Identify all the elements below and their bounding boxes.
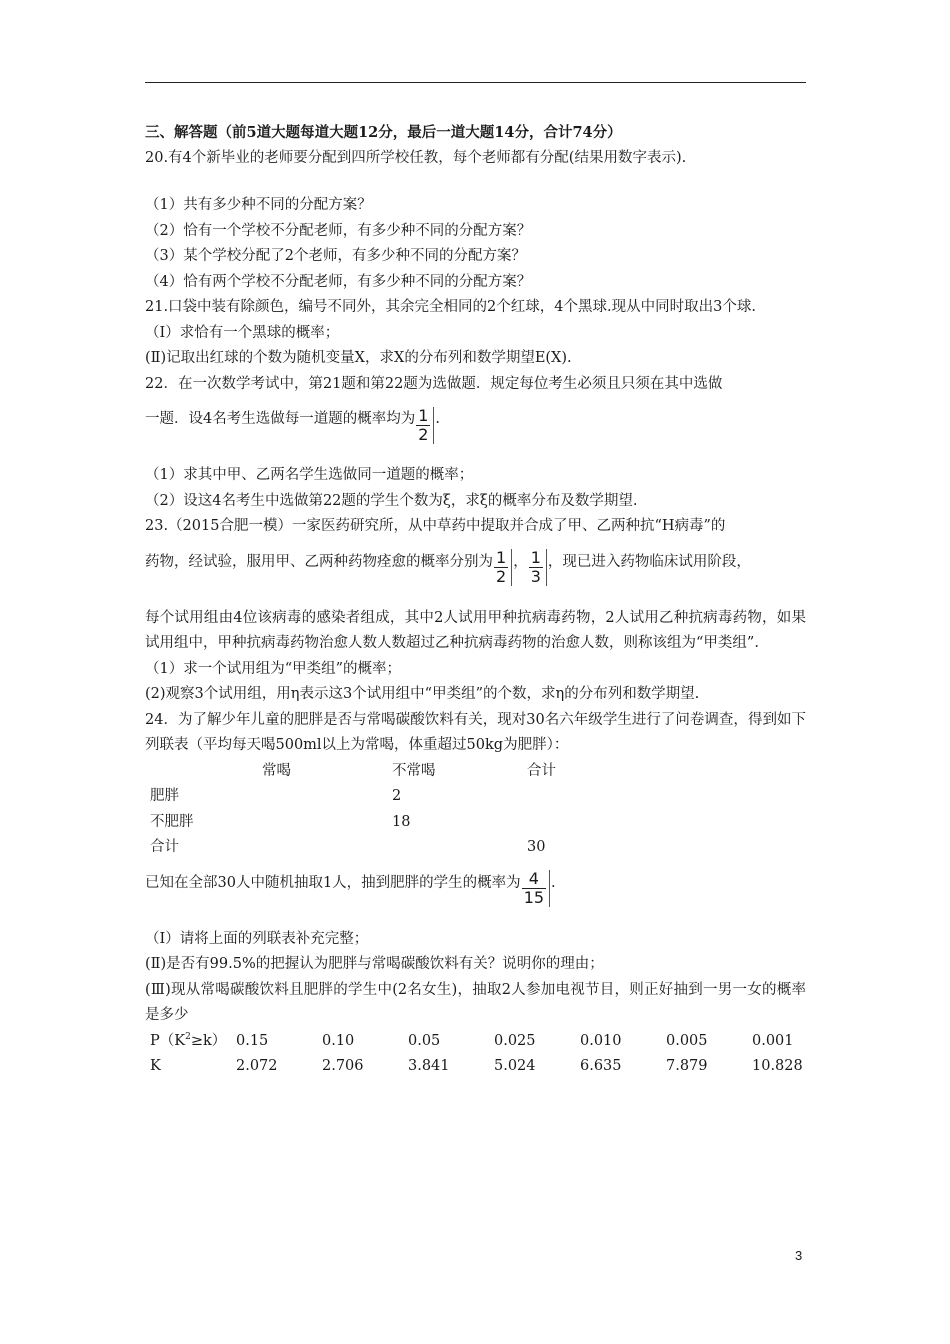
spacer <box>145 171 806 193</box>
table-cell: 0.05 <box>408 1032 441 1049</box>
fraction-denominator: 3 <box>530 567 541 586</box>
fraction <box>494 549 512 586</box>
q24-part-2: (Ⅱ)是否有99.5%的把握认为肥胖与常喝碳酸饮料有关？说明你的理由； <box>145 956 604 972</box>
table-cell: 0.10 <box>322 1032 355 1049</box>
exam-content <box>145 120 806 1080</box>
p-label-post: ≥k） <box>190 1032 227 1049</box>
table-cell: 0.005 <box>666 1032 708 1049</box>
q24-prob-line <box>145 861 806 905</box>
table-cell: K <box>150 1058 161 1074</box>
table-cell <box>150 1029 236 1055</box>
table-cell <box>392 835 527 861</box>
fraction-denominator: 2 <box>418 424 429 444</box>
q22-stem: 22．在一次数学考试中，第21题和第22题为选做题．规定每位考生必须且只须在其中选做 <box>145 375 723 392</box>
table-cell <box>527 810 627 836</box>
table-cell: 0.15 <box>236 1032 269 1049</box>
table-cell: 2.072 <box>236 1058 278 1074</box>
table-row <box>150 1029 811 1055</box>
contingency-table <box>150 759 627 861</box>
table-cell: 合计 <box>150 839 179 855</box>
fraction-denominator: 2 <box>496 567 507 586</box>
page-number: 3 <box>795 1248 803 1263</box>
q20-part-1: （1）共有多少种不同的分配方案？ <box>145 197 372 213</box>
q22-part-2: （2）设这4名考生中选做第22题的学生个数为ξ，求ξ的概率分布及数学期望. <box>145 492 638 509</box>
fraction-numerator: 4 <box>522 870 546 889</box>
q21-stem: 21.口袋中装有除颜色，编号不同外，其余完全相同的2个红球，4个黑球.现从中同时取出3个球. <box>145 299 756 315</box>
table-cell: 10.828 <box>752 1058 803 1074</box>
q24-part-1: （Ⅰ）请将上面的列联表补充完整； <box>145 930 369 947</box>
table-cell <box>150 759 262 785</box>
table-cell <box>262 810 392 836</box>
header-rule <box>145 82 806 83</box>
fraction-denominator: 15 <box>523 888 545 907</box>
table-cell: 0.001 <box>752 1032 794 1049</box>
fraction <box>529 549 547 586</box>
critical-value-table <box>150 1029 811 1080</box>
table-cell <box>262 835 392 861</box>
fraction <box>416 407 434 444</box>
spacer <box>145 905 806 927</box>
q22-tail: . <box>435 411 441 427</box>
fraction-numerator: 1 <box>418 405 429 425</box>
table-row <box>150 784 627 810</box>
table-cell: 3.841 <box>408 1058 450 1074</box>
q24-part-3: (Ⅲ)现从常喝碳酸饮料且肥胖的学生中(2名女生)，抽取2人参加电视节目，则正好抽到一男一女的概率是多少 <box>145 981 806 1023</box>
q20-part-4: （4）恰有两个学校不分配老师，有多少种不同的分配方案？ <box>145 273 532 290</box>
table-row <box>150 810 627 836</box>
q23-part-2: (2)观察3个试用组，用η表示这3个试用组中“甲类组”的个数，求η的分布列和数学期望. <box>145 686 700 702</box>
table-cell: 0.025 <box>494 1032 536 1049</box>
fraction-numerator: 1 <box>530 548 541 567</box>
table-row <box>150 835 627 861</box>
table-cell: 2.706 <box>322 1058 364 1074</box>
table-cell: 常喝 <box>262 762 291 779</box>
p-label-sup: 2 <box>185 1031 191 1042</box>
separator: ， <box>513 553 528 570</box>
table-cell: 2 <box>392 788 402 804</box>
spacer <box>145 584 806 606</box>
table-cell <box>262 784 392 810</box>
table-cell: 18 <box>392 813 411 830</box>
q22-part-1: （1）求其中甲、乙两名学生选做同一道题的概率； <box>145 467 474 483</box>
table-row <box>150 759 627 785</box>
table-cell: 6.635 <box>580 1058 622 1074</box>
q23-body: 每个试用组由4位该病毒的感染者组成，其中2人试用甲种抗病毒药物，2人试用乙种抗病毒药物，如果试用组中，甲种抗病毒药物治愈人数人数超过乙种抗病毒药物的治愈人数，则称该组为“甲类组”. <box>145 609 806 651</box>
table-row <box>150 1054 811 1080</box>
table-cell: 肥胖 <box>150 788 179 804</box>
q22-line2 <box>145 397 806 444</box>
table-cell: 7.879 <box>666 1058 708 1074</box>
q23-line2-text: 药物，经试验，服用甲、乙两种药物痊愈的概率分别为 <box>145 553 493 570</box>
table-cell <box>527 784 627 810</box>
table-cell: 合计 <box>527 762 556 779</box>
q23-part-1: （1）求一个试用组为“甲类组”的概率； <box>145 660 402 677</box>
fraction-numerator: 1 <box>496 548 507 567</box>
q20-part-2: （2）恰有一个学校不分配老师，有多少种不同的分配方案？ <box>145 222 532 239</box>
fraction <box>522 870 550 907</box>
q23-line2 <box>145 540 806 584</box>
q24-tail: . <box>551 874 556 891</box>
q23-line2-tail: ，现已进入药物临床试用阶段， <box>547 553 751 570</box>
section-heading: 三、解答题（前5道大题每道大题12分，最后一道大题14分，合计74分） <box>145 124 622 141</box>
table-cell: 0.010 <box>580 1032 622 1049</box>
q24-prob-text: 已知在全部30人中随机抽取1人，抽到肥胖的学生的概率为 <box>145 874 521 891</box>
table-cell: 不肥胖 <box>150 813 194 830</box>
q21-part-2: (Ⅱ)记取出红球的个数为随机变量X，求X的分布列和数学期望E(X). <box>145 350 572 366</box>
q21-part-1: （Ⅰ）求恰有一个黑球的概率； <box>145 324 340 341</box>
q20-part-3: （3）某个学校分配了2个老师，有多少种不同的分配方案？ <box>145 248 526 264</box>
q23-stem: 23.（2015合肥一模）一家医药研究所，从中草药中提取并合成了甲、乙两种抗“H病毒”的 <box>145 518 726 534</box>
table-cell: 不常喝 <box>392 762 436 779</box>
spacer <box>145 441 806 463</box>
p-label: P（K <box>150 1032 186 1049</box>
table-cell: 30 <box>527 839 546 855</box>
q22-line2-text: 一题．设4名考生选做每一道题的概率均为 <box>145 411 416 427</box>
table-cell: 5.024 <box>494 1058 536 1074</box>
q24-stem: 24．为了解少年儿童的肥胖是否与常喝碳酸饮料有关，现对30名六年级学生进行了问卷调查，得到如下列联表（平均每天喝500ml以上为常喝，体重超过50kg为肥胖）： <box>145 711 806 753</box>
q20-stem: 20.有4个新毕业的老师要分配到四所学校任教，每个老师都有分配(结果用数字表示). <box>145 149 687 166</box>
